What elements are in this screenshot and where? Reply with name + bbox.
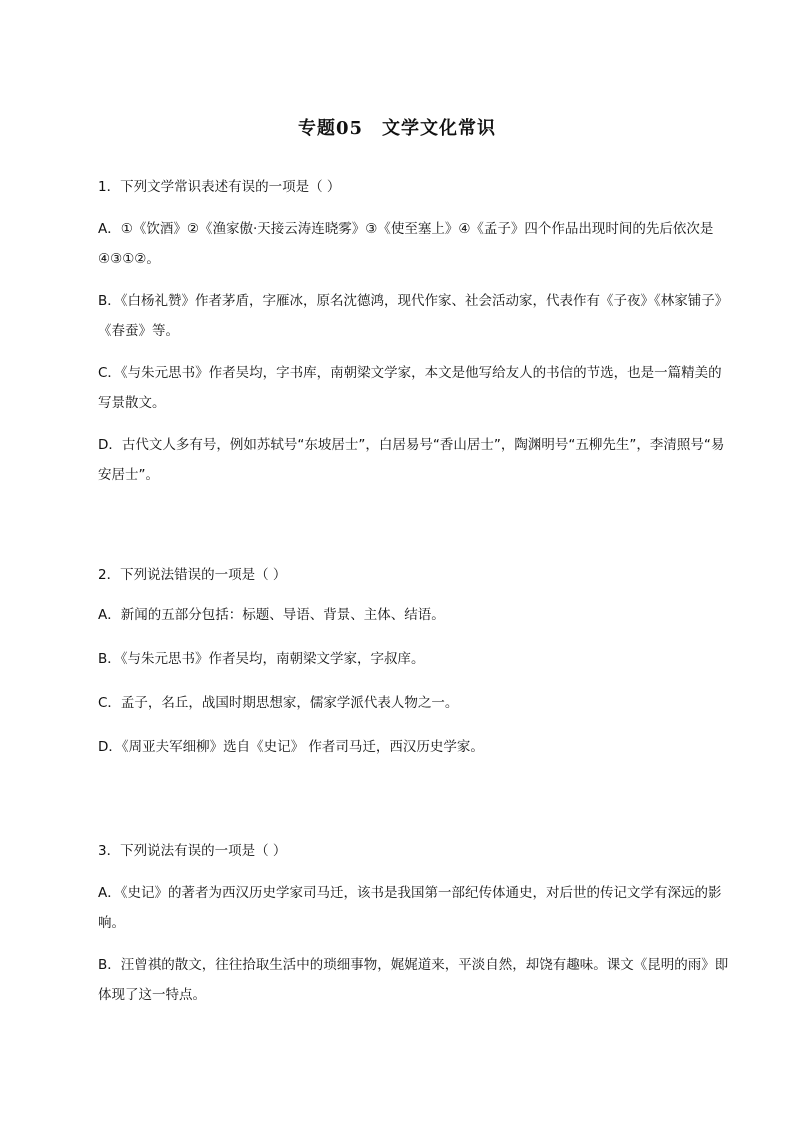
option-a: A．《史记》的著者为西汉历史学家司马迁，该书是我国第一部纪传体通史，对后世的传记文学有深远的影响。 xyxy=(98,885,722,931)
option-c: C．孟子，名丘，战国时期思想家，儒家学派代表人物之一。 xyxy=(98,695,459,711)
option-c: C．《与朱元思书》作者吴均，字书库，南朝梁文学家，本文是他写给友人的书信的节选，也是一篇精美的写景散文。 xyxy=(98,365,722,411)
question-1 xyxy=(98,174,730,490)
option-b: B．《与朱元思书》作者吴均，南朝梁文学家，字叔庠。 xyxy=(98,651,425,667)
question-stem: 3．下列说法有误的一项是（ ） xyxy=(98,843,287,859)
spacer xyxy=(98,502,730,562)
question-2 xyxy=(98,562,730,760)
question-stem: 2．下列说法错误的一项是（ ） xyxy=(98,567,287,583)
option-b: B．汪曾祺的散文，往往拾取生活中的琐细事物，娓娓道来，平淡自然，却饶有趣味。课文《昆明的雨》即体现了这一特点。 xyxy=(98,957,729,1003)
option-a: A．①《饮酒》②《渔家傲·天接云涛连晓雾》③《使至塞上》④《孟子》四个作品出现时间的先后依次是④③①②。 xyxy=(98,221,714,267)
option-b: B．《白杨礼赞》作者茅盾，字雁冰，原名沈德鸿，现代作家、社会活动家，代表作有《子夜》《林家铺子》《春蚕》等。 xyxy=(98,293,729,339)
document-body xyxy=(98,174,730,1022)
option-d: D．《周亚夫军细柳》选自《史记》 作者司马迁，西汉历史学家。 xyxy=(98,739,484,755)
option-a: A．新闻的五部分包括：标题、导语、背景、主体、结语。 xyxy=(98,607,445,623)
page-title: 专题05 文学文化常识 xyxy=(297,118,497,139)
option-d: D．古代文人多有号，例如苏轼号“东坡居士”，白居易号“香山居士”，陶渊明号“五柳先生”，李清照号“易安居士”。 xyxy=(98,437,725,483)
spacer xyxy=(98,778,730,838)
question-3 xyxy=(98,838,730,1010)
question-stem: 1．下列文学常识表述有误的一项是（ ） xyxy=(98,179,341,195)
